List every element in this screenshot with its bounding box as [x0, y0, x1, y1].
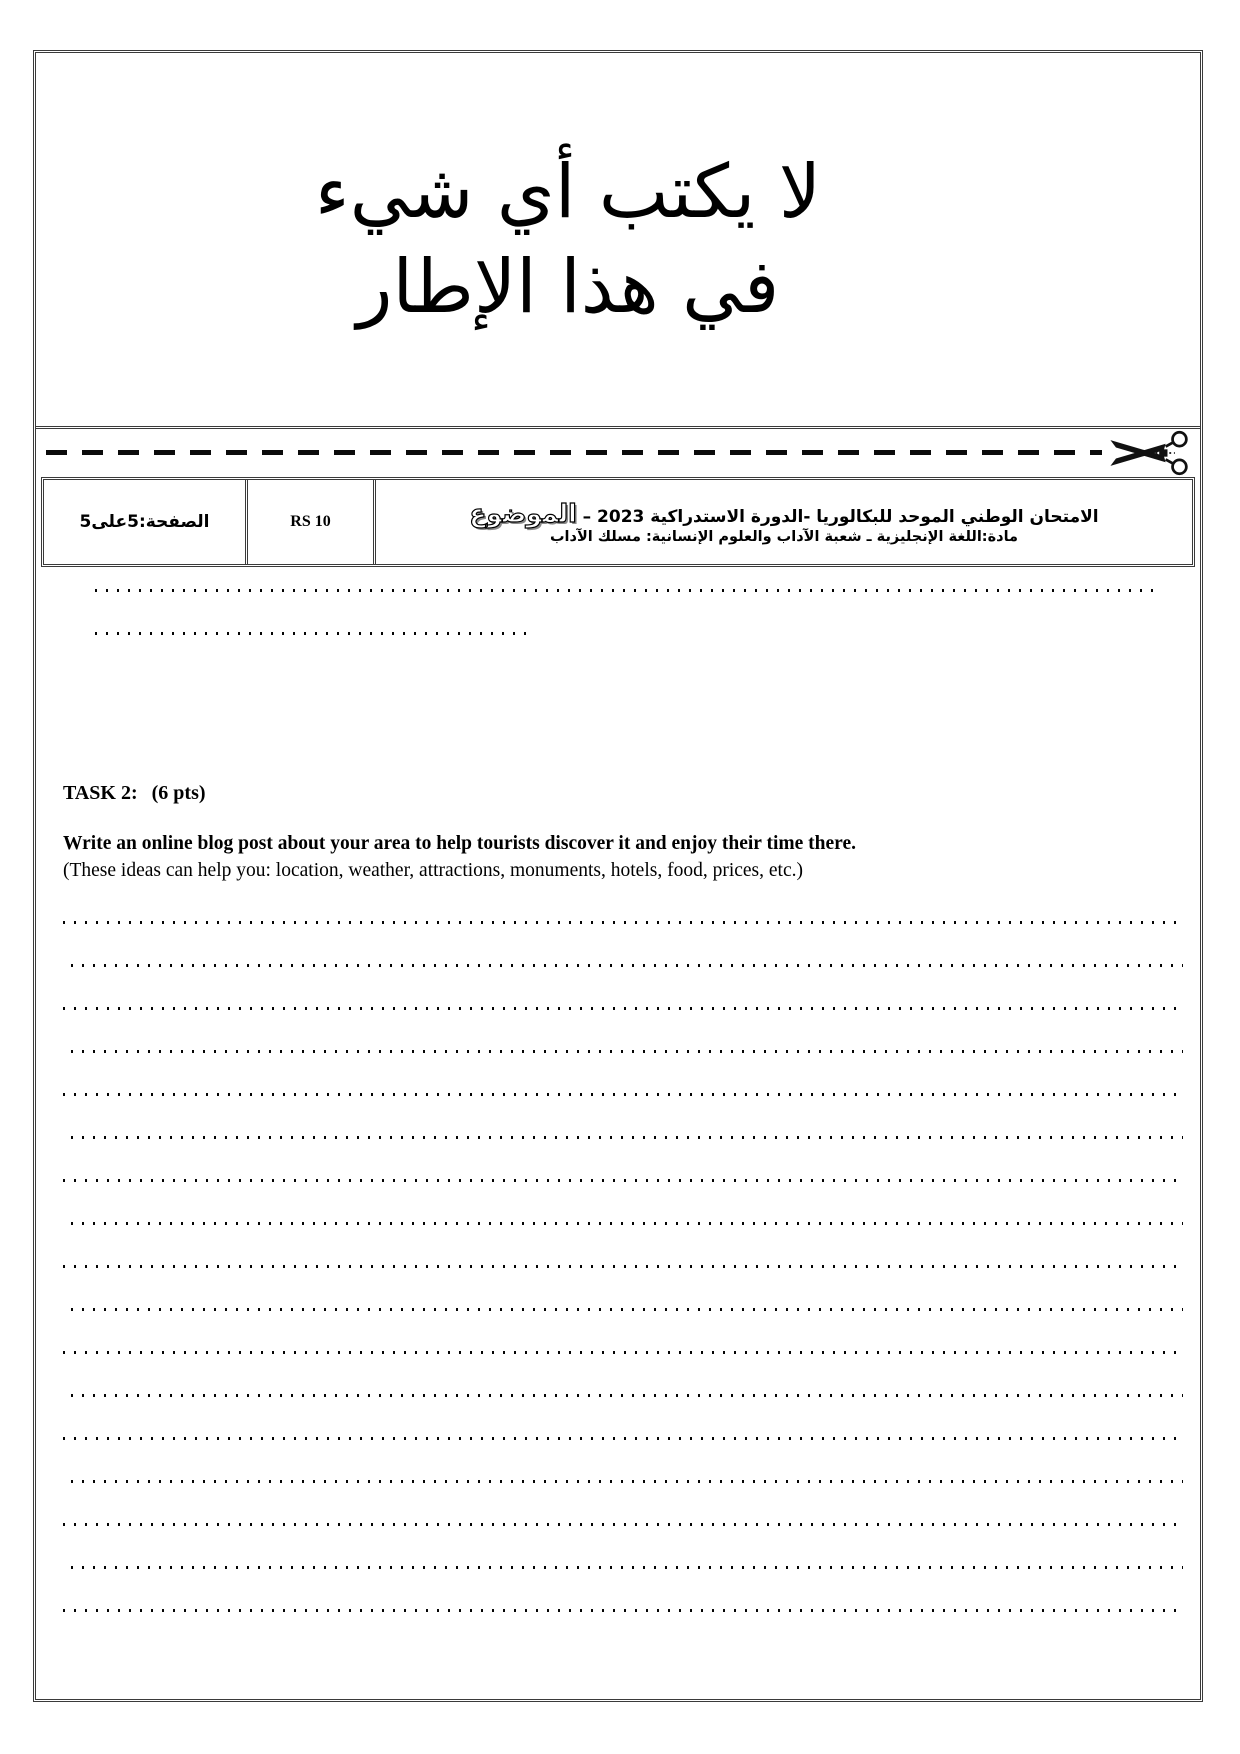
cut-dashed-line	[46, 450, 1102, 455]
scissors-icon	[1108, 430, 1192, 476]
writing-line	[63, 921, 1185, 924]
task-2-instruction: Write an online blog post about your area to help tourists discover it and enjoy their time there.	[63, 833, 856, 854]
reference-code-label: RS 10	[290, 513, 331, 530]
do-not-write-text	[315, 145, 821, 334]
exam-header-table	[41, 477, 1195, 567]
page-frame	[33, 50, 1203, 1702]
writing-line	[71, 1222, 1183, 1225]
task-2-hint: (These ideas can help you: location, weather, attractions, monuments, hotels, food, prices, etc.)	[63, 860, 803, 881]
writing-line	[71, 1480, 1183, 1483]
page-number-cell	[44, 480, 245, 564]
exam-title-line	[469, 498, 1098, 529]
continuation-line	[95, 632, 535, 635]
reference-code-cell	[245, 480, 376, 564]
task-2-title: TASK 2:	[63, 782, 138, 804]
writing-line	[63, 1265, 1185, 1268]
writing-line	[63, 1523, 1185, 1526]
writing-line	[71, 1050, 1183, 1053]
continuation-line	[95, 589, 1161, 592]
page-number-label: الصفحة:5على5	[79, 512, 210, 532]
writing-line	[63, 1179, 1185, 1182]
writing-line	[63, 1351, 1185, 1354]
exam-subject-line: مادة:اللغة الإنجليزية ـ شعبة الآداب والعلوم الإنسانية: مسلك الآداب	[549, 528, 1019, 545]
writing-line	[71, 1308, 1183, 1311]
writing-line	[71, 1394, 1183, 1397]
writing-line	[63, 1007, 1185, 1010]
exam-info-cell	[376, 480, 1192, 564]
writing-line	[63, 1093, 1185, 1096]
writing-line	[63, 1609, 1185, 1612]
exam-title-text: الامتحان الوطني الموحد للبكالوريا -الدورة الاستدراكية 2023 –	[582, 507, 1099, 528]
cut-here-row	[36, 429, 1200, 477]
task-2-points: (6 pts)	[151, 782, 206, 804]
exam-subject-word: الموضوع	[469, 499, 577, 529]
answer-writing-area	[36, 921, 1200, 1612]
writing-line	[71, 964, 1183, 967]
task-2-heading	[63, 782, 1200, 805]
task-2-section	[63, 782, 1200, 884]
writing-line	[71, 1566, 1183, 1569]
do-not-write-line2: في هذا الإطار	[356, 243, 780, 330]
do-not-write-line1: لا يكتب أي شيء	[314, 148, 822, 235]
do-not-write-box	[36, 53, 1200, 429]
continuation-answer-lines	[36, 567, 1200, 635]
writing-line	[71, 1136, 1183, 1139]
writing-line	[63, 1437, 1185, 1440]
